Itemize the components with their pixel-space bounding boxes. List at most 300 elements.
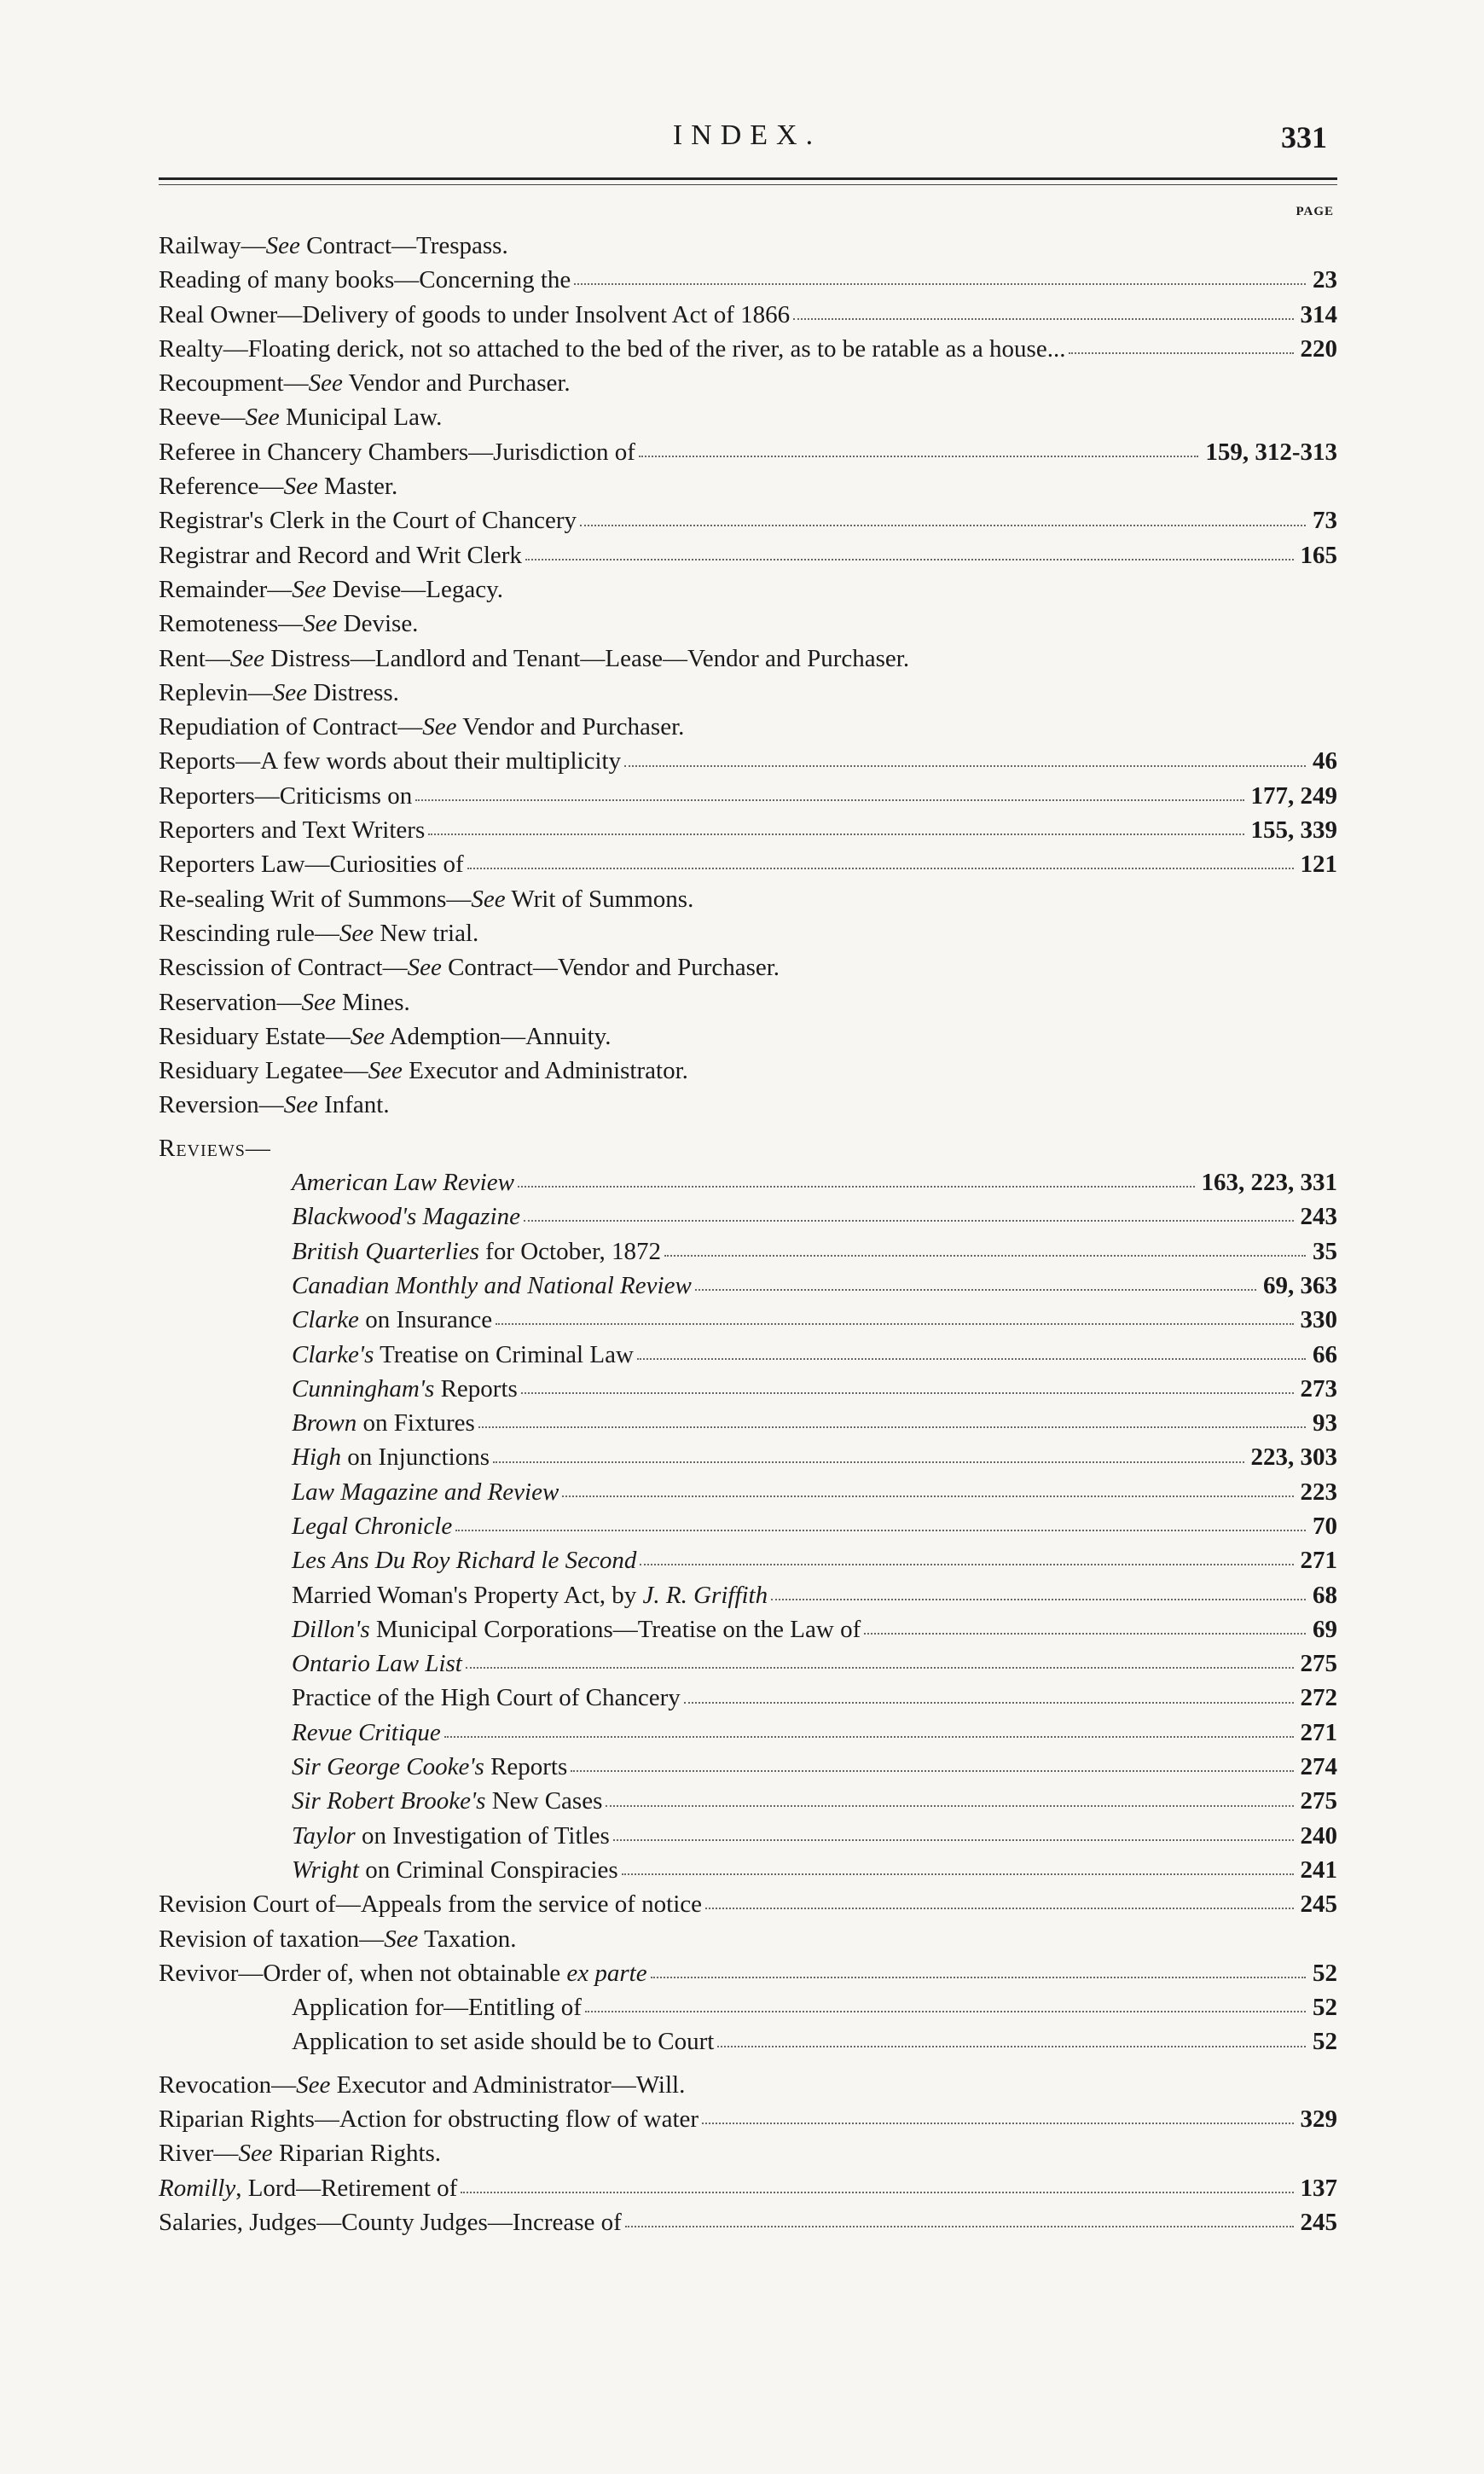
entry-text — [159, 503, 577, 537]
entry-remainder: Vendor and Purchaser. — [342, 369, 571, 398]
entry-italic-title: Canadian Monthly and National Review — [292, 1271, 692, 1299]
see-reference: See — [339, 919, 374, 947]
see-reference: See — [303, 610, 338, 638]
entry-remainder: Municipal Corporations—Treatise on the Law of — [369, 1615, 861, 1643]
entry-term: Registrar and Record and Writ Clerk — [159, 541, 522, 569]
entry-text — [292, 1440, 490, 1474]
entry-page-number: 272 — [1300, 1684, 1337, 1712]
entry-text — [159, 229, 508, 263]
entry-page-number: 223 — [1300, 1478, 1337, 1506]
entry-italic-title: Sir Robert Brooke's — [292, 1787, 486, 1815]
entry-text — [159, 298, 790, 332]
entry-text — [292, 1750, 567, 1784]
header-rule — [159, 177, 1337, 180]
entry-text — [159, 2205, 622, 2239]
entry-italic-title: Wright — [292, 1856, 359, 1884]
entry-remainder: on Investigation of Titles — [355, 1821, 610, 1850]
entry-page-number: 271 — [1300, 1547, 1337, 1575]
entry-page-number: 314 — [1300, 300, 1337, 328]
see-reference: See — [471, 885, 506, 913]
entry-text — [292, 2024, 714, 2059]
entry-term: River— — [159, 2140, 239, 2168]
entry-term: Remainder— — [159, 575, 293, 603]
index-entry — [159, 2136, 1337, 2170]
index-entries — [159, 229, 1337, 2239]
entry-text — [159, 2068, 685, 2102]
entry-italic-title: Dillon's — [292, 1615, 370, 1643]
entry-term: Riparian Rights—Action for obstructing flow of water — [159, 2105, 699, 2134]
dot-leader — [702, 2123, 1293, 2124]
entry-remainder: Contract—Trespass. — [299, 232, 508, 259]
see-reference: See — [265, 232, 300, 259]
entry-remainder: Municipal Law. — [279, 404, 443, 432]
dot-leader — [637, 1358, 1306, 1360]
see-reference: See — [283, 473, 318, 501]
index-entry — [159, 1475, 1337, 1509]
index-entry — [159, 435, 1337, 469]
entry-page-number: 245 — [1300, 2208, 1337, 2236]
entry-italic-title: American Law Review — [292, 1169, 514, 1197]
entry-text — [292, 1646, 462, 1681]
index-entry — [159, 1269, 1337, 1303]
entry-term: Revision of taxation— — [159, 1925, 385, 1953]
entry-text — [292, 1234, 661, 1269]
entry-remainder: for October, 1872 — [478, 1237, 661, 1265]
index-entry — [159, 538, 1337, 572]
entry-remainder: Executor and Administrator. — [402, 1057, 688, 1085]
entry-term: Revocation— — [159, 2070, 297, 2099]
entry-term: Railway— — [159, 232, 266, 259]
see-reference: See — [308, 369, 343, 398]
entry-text — [292, 1509, 452, 1543]
entry-page-number: 220 — [1300, 334, 1337, 363]
entry-page-number: 223, 303 — [1250, 1443, 1337, 1472]
see-reference: See — [350, 1022, 385, 1050]
entry-term: Reporters Law—Curiosities of — [159, 851, 464, 879]
entry-term: Rescission of Contract— — [159, 954, 408, 982]
dot-leader — [521, 1392, 1294, 1394]
entry-page-number: 241 — [1300, 1856, 1337, 1884]
entry-text — [292, 1372, 518, 1406]
entry-text — [292, 1784, 602, 1818]
index-entry — [159, 572, 1337, 607]
see-reference: See — [407, 954, 442, 982]
entry-text — [159, 366, 571, 400]
see-reference: See — [368, 1057, 403, 1085]
dot-leader — [639, 456, 1198, 457]
see-reference: See — [292, 575, 327, 603]
see-reference: See — [283, 1091, 318, 1119]
entry-italic-title: Taylor — [292, 1821, 356, 1850]
entry-italic-title: Romilly — [159, 2174, 236, 2202]
entry-term: Repudiation of Contract— — [159, 713, 423, 741]
entry-remainder: Riparian Rights. — [272, 2140, 442, 2168]
index-entry — [159, 676, 1337, 710]
entry-remainder: Taxation. — [418, 1925, 517, 1953]
entry-page-number: 271 — [1300, 1718, 1337, 1746]
index-entry — [159, 1019, 1337, 1054]
entry-term: Practice of the High Court of Chancery — [292, 1684, 681, 1712]
entry-text — [292, 1475, 559, 1509]
entry-text — [159, 1019, 612, 1054]
entry-text — [159, 263, 571, 297]
see-reference: See — [301, 988, 336, 1016]
entry-page-number: 240 — [1300, 1821, 1337, 1850]
entry-term: Application for—Entitling of — [292, 1994, 582, 2022]
entry-page-number: 93 — [1313, 1409, 1337, 1437]
index-entry — [159, 847, 1337, 881]
entry-italic-title: Sir George Cooke's — [292, 1753, 484, 1781]
index-entry — [159, 1716, 1337, 1750]
entry-page-number: 46 — [1313, 747, 1337, 775]
entry-text — [159, 435, 635, 469]
entry-remainder: Devise—Legacy. — [326, 575, 503, 603]
entry-italic-title: Cunningham's — [292, 1374, 435, 1403]
entry-remainder: on Injunctions — [341, 1443, 490, 1472]
entry-italic-title: Clarke — [292, 1306, 359, 1334]
index-entry — [159, 1440, 1337, 1474]
entry-text — [159, 572, 503, 607]
entry-page-number: 330 — [1300, 1306, 1337, 1334]
entry-remainder: Distress. — [306, 678, 399, 706]
entry-text — [159, 469, 397, 503]
entry-page-number: 274 — [1300, 1753, 1337, 1781]
entry-text — [159, 2136, 441, 2170]
entry-page-number: 273 — [1300, 1374, 1337, 1403]
index-entry — [159, 1819, 1337, 1853]
index-entry — [159, 400, 1337, 434]
entry-page-number: 245 — [1300, 1890, 1337, 1919]
entry-remainder: Master. — [317, 473, 398, 501]
dot-leader — [622, 1873, 1294, 1875]
entry-text — [159, 985, 410, 1019]
entry-remainder: Mines. — [335, 988, 410, 1016]
entry-text — [159, 1956, 647, 1990]
entry-remainder: Ademption—Annuity. — [384, 1022, 612, 1050]
entry-page-number: 52 — [1313, 1959, 1337, 1987]
dot-leader — [695, 1289, 1256, 1291]
running-header — [159, 119, 1336, 162]
entry-text — [159, 1922, 516, 1956]
index-entry — [159, 1750, 1337, 1784]
entry-text — [292, 1990, 582, 2024]
see-reference: See — [245, 404, 280, 432]
dot-leader — [585, 2011, 1306, 2012]
entry-text — [159, 2102, 699, 2136]
entry-term: Recoupment— — [159, 369, 309, 398]
entry-text — [159, 2171, 457, 2205]
index-entry — [159, 985, 1337, 1019]
entry-text — [292, 1338, 634, 1372]
index-entry — [159, 1131, 1337, 1165]
entry-term: Remoteness— — [159, 610, 304, 638]
entry-text — [159, 607, 418, 641]
index-entry — [159, 950, 1337, 984]
entry-term: Reversion— — [159, 1091, 284, 1119]
entry-page-number: 35 — [1313, 1237, 1337, 1265]
entry-italic-title: Clarke's — [292, 1340, 374, 1368]
index-entry — [159, 366, 1337, 400]
dot-leader — [461, 2192, 1293, 2193]
index-entry — [159, 1088, 1337, 1122]
index-entry — [159, 469, 1337, 503]
entry-remainder: Contract—Vendor and Purchaser. — [441, 954, 780, 982]
entry-text — [292, 1819, 610, 1853]
entry-text — [159, 847, 464, 881]
entry-term: Rescinding rule— — [159, 919, 339, 947]
see-reference: See — [296, 2070, 331, 2099]
index-entry — [159, 642, 1337, 676]
entry-page-number: 177, 249 — [1250, 781, 1337, 810]
dot-leader — [606, 1805, 1293, 1807]
dot-leader — [613, 1839, 1294, 1841]
entry-text — [159, 538, 522, 572]
entry-term: Replevin— — [159, 678, 273, 706]
dot-leader — [562, 1495, 1293, 1497]
dot-leader — [640, 1564, 1293, 1565]
entry-remainder: Reports — [434, 1374, 518, 1403]
index-entry — [159, 1612, 1337, 1646]
entry-term: Reservation— — [159, 988, 302, 1016]
entry-term: Real Owner—Delivery of goods to under Insolvent Act of 1866 — [159, 300, 791, 328]
dot-leader — [455, 1530, 1306, 1531]
dot-leader — [717, 2046, 1306, 2047]
entry-term: Reporters and Text Writers — [159, 816, 426, 845]
entry-term: Residuary Legatee— — [159, 1057, 368, 1085]
entry-term: Revivor—Order of, when not obtainable — [159, 1959, 567, 1987]
entry-italic-title: British Quarterlies — [292, 1237, 479, 1265]
entry-remainder: Devise. — [337, 610, 419, 638]
entry-text — [159, 916, 478, 950]
entry-page-number: 69, 363 — [1263, 1271, 1337, 1299]
entry-text — [159, 744, 621, 778]
dot-leader — [624, 765, 1306, 767]
entry-remainder: Executor and Administrator—Will. — [330, 2070, 686, 2099]
page-column-label: PAGE — [1296, 205, 1334, 218]
entry-remainder: Reports — [484, 1753, 568, 1781]
index-entry — [159, 1303, 1337, 1337]
index-entry — [159, 2171, 1337, 2205]
entry-text — [292, 1269, 692, 1303]
entry-italic-title: Blackwood's Magazine — [292, 1203, 520, 1231]
entry-text — [159, 332, 1065, 366]
entry-page-number: 329 — [1300, 2105, 1337, 2134]
entry-term: Residuary Estate— — [159, 1022, 351, 1050]
entry-remainder: Infant. — [317, 1091, 390, 1119]
entry-page-number: 66 — [1313, 1340, 1337, 1368]
entry-remainder: New Cases — [485, 1787, 603, 1815]
entry-term: Realty—Floating derick, not so attached to the bed of the river, as to be ratable as a house... — [159, 334, 1066, 363]
entry-remainder: on Criminal Conspiracies — [358, 1856, 618, 1884]
entry-remainder: New trial. — [374, 919, 479, 947]
entry-page-number: 159, 312-313 — [1205, 438, 1337, 466]
entry-page-number: 52 — [1313, 2028, 1337, 2056]
entry-term: Reports—A few words about their multiplicity — [159, 747, 622, 775]
entry-italic-title: Brown — [292, 1409, 357, 1437]
entry-page-number: 275 — [1300, 1787, 1337, 1815]
index-entry — [159, 1646, 1337, 1681]
entry-term: Reading of many books—Concerning the — [159, 266, 571, 294]
entry-text — [292, 1853, 618, 1887]
entry-text — [159, 1887, 702, 1921]
entry-remainder: , Lord—Retirement of — [235, 2174, 458, 2202]
entry-remainder: Writ of Summons. — [505, 885, 694, 913]
index-entry — [159, 332, 1337, 366]
entry-italic-term: J. R. Griffith — [642, 1581, 768, 1609]
entry-italic-title: Les Ans Du Roy Richard le Second — [292, 1547, 637, 1575]
entry-text — [159, 642, 909, 676]
index-entry — [159, 1338, 1337, 1372]
dot-leader — [864, 1633, 1306, 1635]
index-entry — [159, 263, 1337, 297]
dot-leader — [467, 868, 1294, 869]
dot-leader — [625, 2226, 1294, 2227]
entry-text — [292, 1578, 768, 1612]
dot-leader — [571, 1770, 1293, 1772]
page-number: 331 — [1281, 120, 1327, 154]
index-entry — [159, 1234, 1337, 1269]
see-reference: See — [422, 713, 457, 741]
index-entry — [159, 1956, 1337, 1990]
entry-page-number: 52 — [1313, 1994, 1337, 2022]
entry-remainder: on Insurance — [358, 1306, 493, 1334]
index-entry — [159, 1990, 1337, 2024]
entry-remainder: Vendor and Purchaser. — [456, 713, 685, 741]
entry-italic-term: ex parte — [566, 1959, 647, 1987]
entry-page-number: 163, 223, 331 — [1201, 1169, 1337, 1197]
dot-leader — [580, 525, 1306, 526]
entry-page-number: 121 — [1300, 851, 1337, 879]
index-entry — [159, 298, 1337, 332]
index-entry — [159, 1406, 1337, 1440]
entry-text — [159, 1131, 271, 1165]
entry-text — [159, 400, 442, 434]
entry-remainder: Distress—Landlord and Tenant—Lease—Vendor and Purchaser. — [264, 644, 910, 672]
entry-text — [159, 1088, 390, 1122]
index-entry — [159, 229, 1337, 263]
index-entry — [159, 1578, 1337, 1612]
entry-italic-title: Legal Chronicle — [292, 1512, 453, 1540]
dot-leader — [493, 1461, 1244, 1463]
index-entry — [159, 1372, 1337, 1406]
index-entry — [159, 1543, 1337, 1577]
entry-text — [292, 1165, 514, 1199]
entry-italic-title: Ontario Law List — [292, 1650, 462, 1678]
index-entry — [159, 710, 1337, 744]
dot-leader — [574, 283, 1306, 285]
entry-page-number: 243 — [1300, 1203, 1337, 1231]
entry-term: Revision Court of—Appeals from the service of notice — [159, 1890, 703, 1919]
entry-remainder: on Fixtures — [357, 1409, 475, 1437]
entry-text — [292, 1716, 441, 1750]
dot-leader — [664, 1255, 1306, 1257]
index-entry — [159, 2205, 1337, 2239]
entry-text — [292, 1303, 492, 1337]
entry-text — [292, 1681, 681, 1715]
dot-leader — [524, 1220, 1294, 1222]
entry-heading: Reviews— — [159, 1134, 271, 1162]
see-reference: See — [272, 678, 307, 706]
dot-leader — [705, 1908, 1293, 1909]
entry-page-number: 73 — [1313, 507, 1337, 535]
entry-page-number: 70 — [1313, 1512, 1337, 1540]
index-entry — [159, 1784, 1337, 1818]
entry-text — [292, 1199, 520, 1234]
index-entry — [159, 503, 1337, 537]
entry-italic-title: Law Magazine and Review — [292, 1478, 559, 1506]
entry-text — [159, 676, 399, 710]
entry-term: Application to set aside should be to Court — [292, 2028, 715, 2056]
entry-italic-title: Revue Critique — [292, 1718, 441, 1746]
entry-page-number: 69 — [1313, 1615, 1337, 1643]
header-rule-thin — [159, 184, 1337, 185]
entry-page-number: 155, 339 — [1250, 816, 1337, 845]
entry-term: Salaries, Judges—County Judges—Increase of — [159, 2208, 622, 2236]
dot-leader — [518, 1186, 1195, 1188]
dot-leader — [496, 1323, 1293, 1325]
dot-leader — [525, 559, 1294, 560]
index-entry — [159, 779, 1337, 813]
page-title: INDEX. — [672, 119, 822, 151]
entry-remainder: Treatise on Criminal Law — [374, 1340, 634, 1368]
index-entry — [159, 916, 1337, 950]
entry-text — [159, 779, 412, 813]
entry-page-number: 23 — [1313, 266, 1337, 294]
entry-term: Reeve— — [159, 404, 246, 432]
dot-leader — [428, 833, 1243, 835]
dot-leader — [415, 799, 1243, 801]
index-entry — [159, 1922, 1337, 1956]
entry-page-number: 275 — [1300, 1650, 1337, 1678]
dot-leader — [444, 1736, 1294, 1738]
index-entry — [159, 1887, 1337, 1921]
entry-page-number: 68 — [1313, 1581, 1337, 1609]
dot-leader — [684, 1702, 1294, 1704]
index-entry — [159, 1509, 1337, 1543]
index-entry — [159, 2024, 1337, 2059]
index-entry — [159, 2102, 1337, 2136]
entry-term: Reference— — [159, 473, 284, 501]
index-entry — [159, 882, 1337, 916]
index-entry — [159, 1681, 1337, 1715]
entry-text — [292, 1612, 861, 1646]
entry-page-number: 137 — [1300, 2174, 1337, 2202]
entry-term: Reporters—Criticisms on — [159, 781, 413, 810]
entry-text — [159, 882, 693, 916]
entry-text — [159, 813, 425, 847]
index-entry — [159, 2068, 1337, 2102]
entry-page-number: 165 — [1300, 541, 1337, 569]
dot-leader — [1069, 352, 1293, 354]
entry-term: Registrar's Clerk in the Court of Chancery — [159, 507, 577, 535]
entry-italic-title: High — [292, 1443, 341, 1472]
entry-term: Referee in Chancery Chambers—Jurisdiction of — [159, 438, 635, 466]
index-entry — [159, 1054, 1337, 1088]
see-reference: See — [238, 2140, 273, 2168]
entry-text — [292, 1406, 475, 1440]
index-entry — [159, 1199, 1337, 1234]
see-reference: See — [229, 644, 265, 672]
dot-leader — [793, 318, 1293, 320]
dot-leader — [651, 1977, 1306, 1978]
dot-leader — [466, 1667, 1294, 1669]
index-entry — [159, 1165, 1337, 1199]
dot-leader — [771, 1599, 1306, 1600]
entry-text — [159, 950, 780, 984]
entry-term: Rent— — [159, 644, 230, 672]
index-entry — [159, 813, 1337, 847]
index-entry — [159, 744, 1337, 778]
